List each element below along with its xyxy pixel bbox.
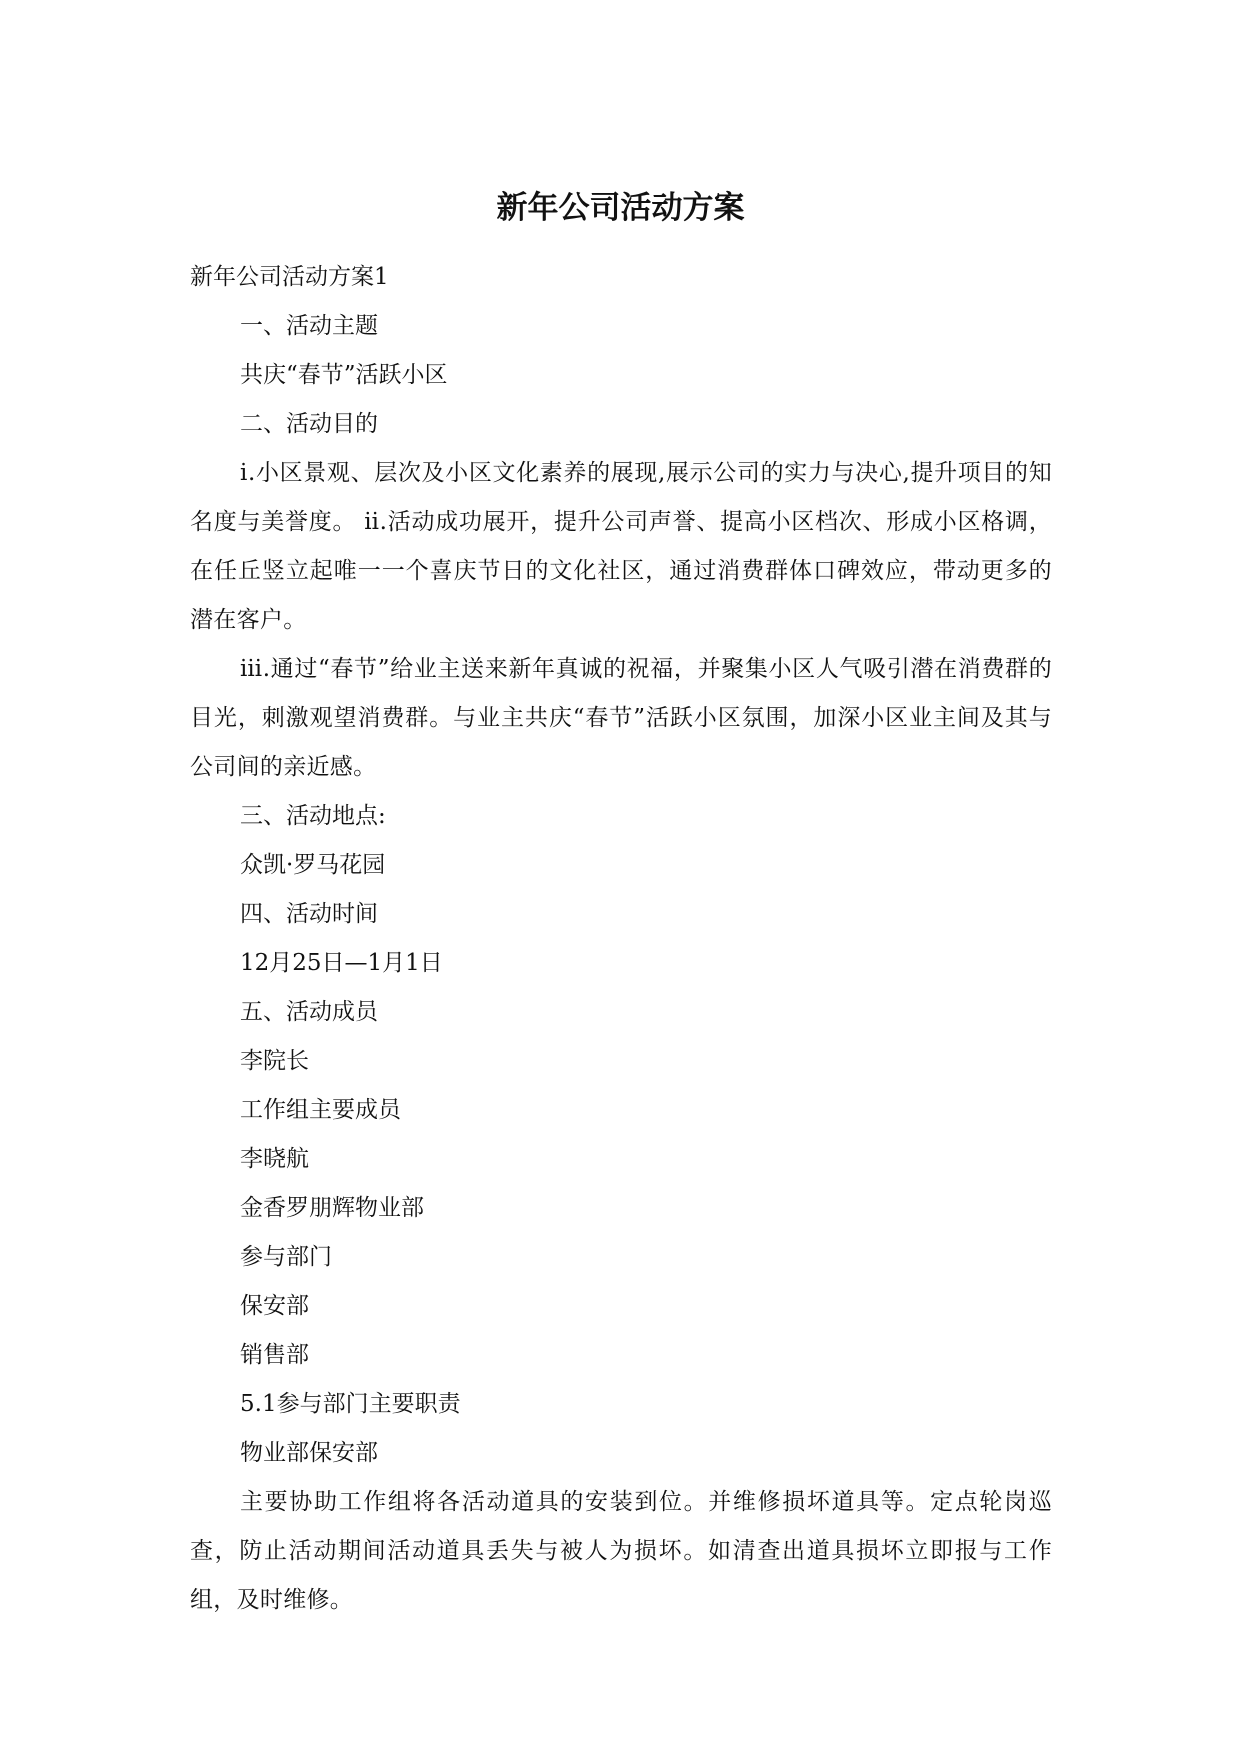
- heading-activity-theme: 一、活动主题: [240, 313, 378, 339]
- text-security-dept: 保安部: [240, 1293, 309, 1319]
- paragraph-purpose-1: ⅰ.小区景观、层次及小区文化素养的展现,展示公司的实力与决心,提升项目的知名度与美誉度。 ⅱ.活动成功展开，提升公司声誉、提高小区档次、形成小区格调，在任丘竖立起唯一一个喜庆节日的文化社区，通过消费群体口碑效应，带动更多的潜在客户。: [190, 460, 1052, 633]
- text-participating-depts: 参与部门: [240, 1244, 332, 1270]
- heading-activity-purpose: 二、活动目的: [240, 411, 378, 437]
- text-working-group: 工作组主要成员: [240, 1097, 401, 1123]
- text-activity-theme: 共庆“春节”活跃小区: [240, 362, 448, 388]
- text-activity-time: 12月25日—1月1日: [240, 950, 443, 976]
- heading-activity-time: 四、活动时间: [240, 901, 378, 927]
- section-heading-plan-1: 新年公司活动方案1: [190, 264, 389, 290]
- text-property-security-dept: 物业部保安部: [240, 1440, 378, 1466]
- document-body: [190, 253, 1052, 1625]
- text-activity-location: 众凯·罗马花园: [240, 852, 386, 878]
- paragraph-purpose-2: ⅲ.通过“春节”给业主送来新年真诚的祝福，并聚集小区人气吸引潜在消费群的目光，刺激观望消费群。与业主共庆“春节”活跃小区氛围，加深小区业主间及其与公司间的亲近感。: [190, 656, 1052, 780]
- heading-dept-duties: 5.1参与部门主要职责: [240, 1391, 461, 1417]
- text-member-name: 李晓航: [240, 1146, 309, 1172]
- text-member-leader: 李院长: [240, 1048, 309, 1074]
- text-sales-dept: 销售部: [240, 1342, 309, 1368]
- heading-activity-location: 三、活动地点:: [240, 803, 386, 829]
- heading-activity-members: 五、活动成员: [240, 999, 378, 1025]
- paragraph-duties: 主要协助工作组将各活动道具的安装到位。并维修损坏道具等。定点轮岗巡查，防止活动期间活动道具丢失与被人为损坏。如清查出道具损坏立即报与工作组，及时维修。: [190, 1489, 1052, 1613]
- document-title: 新年公司活动方案: [496, 190, 745, 226]
- text-property-dept-member: 金香罗朋辉物业部: [240, 1195, 424, 1221]
